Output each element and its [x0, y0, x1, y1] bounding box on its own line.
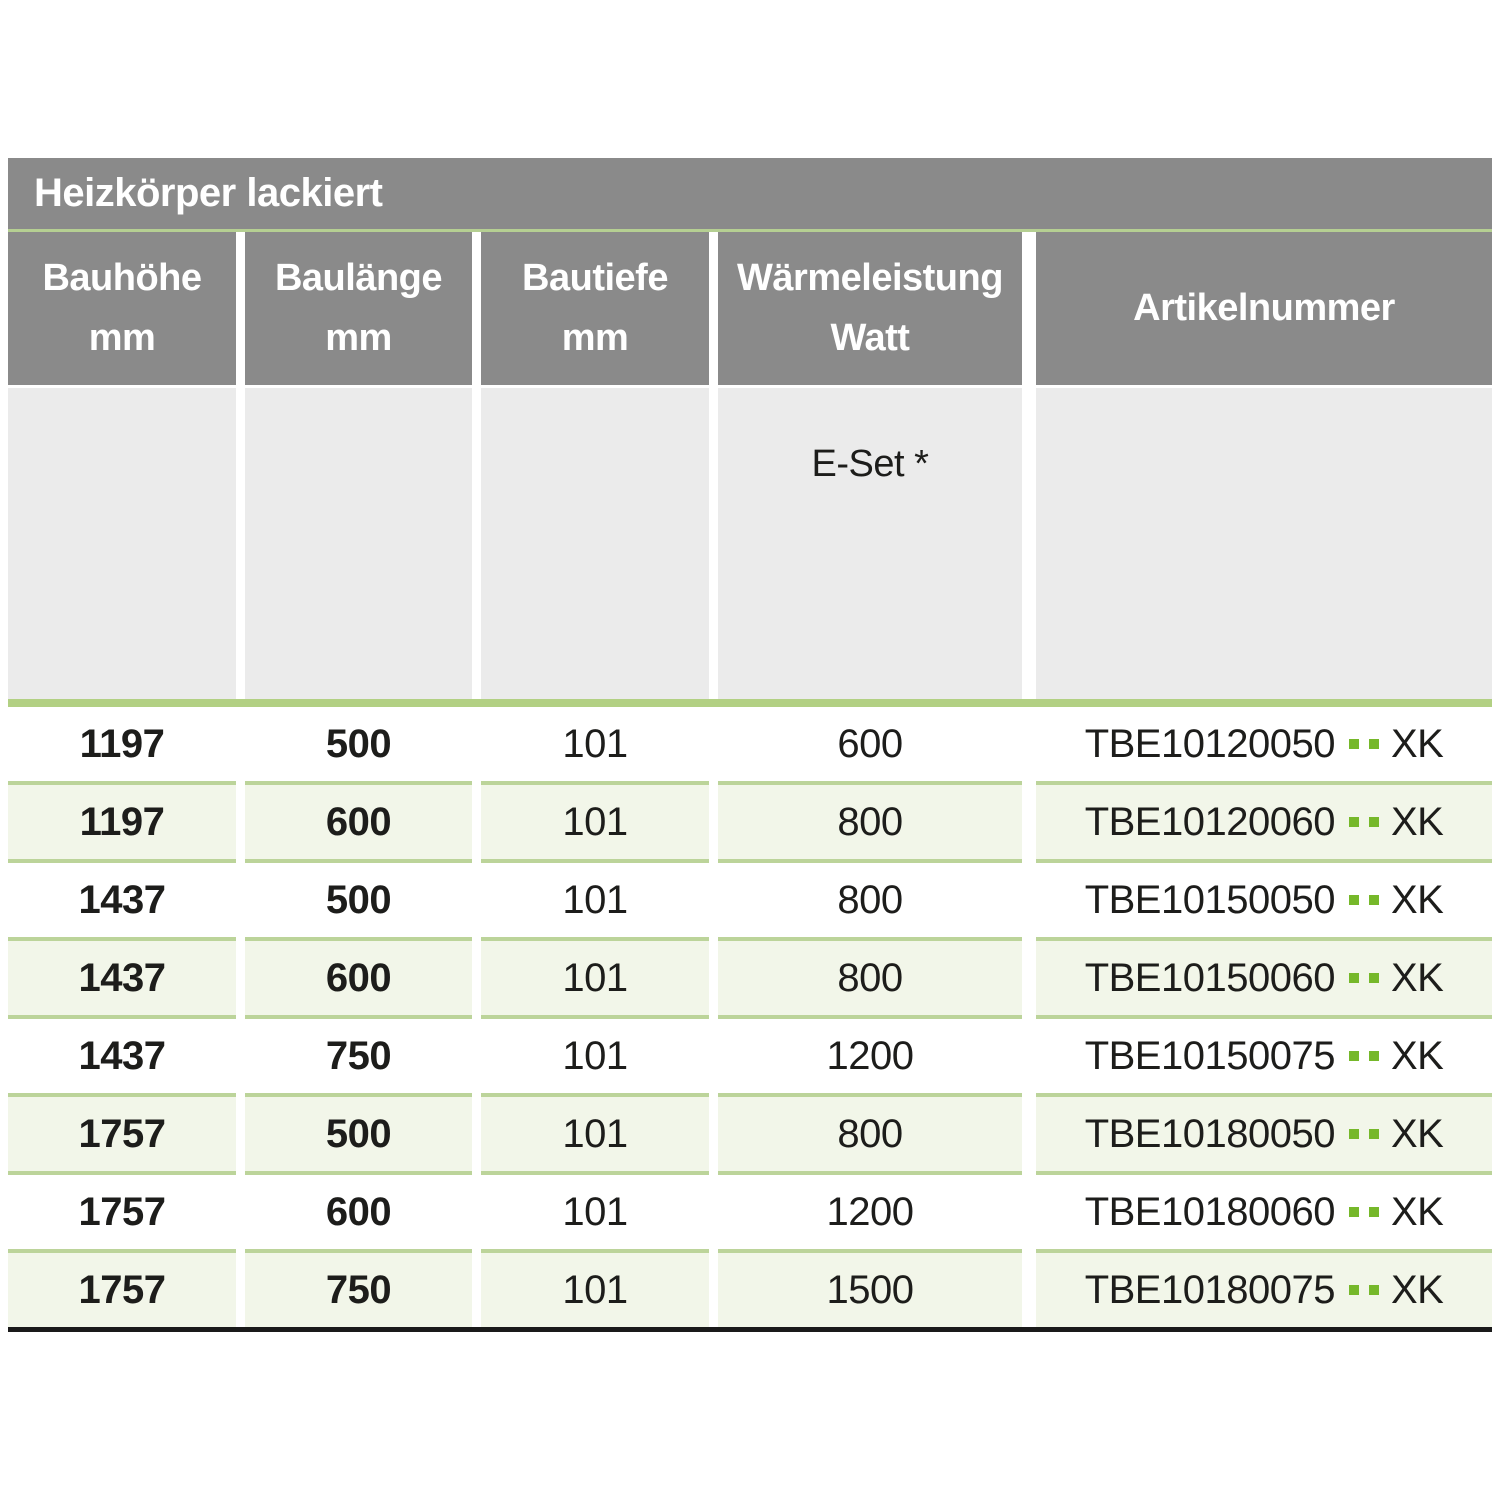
watt-value: 1200	[826, 1033, 914, 1078]
artikel-placeholder-dot-icon	[1349, 895, 1359, 905]
baulaenge-value: 600	[325, 1189, 392, 1234]
artikelnummer-suffix: XK	[1390, 955, 1444, 1000]
cell-waermeleistung	[718, 781, 1022, 859]
bautiefe-value: 101	[562, 1111, 628, 1156]
column-header-bautiefe	[481, 232, 709, 385]
column-header-waermeleistung	[718, 232, 1022, 385]
cell-artikelnummer	[1036, 1093, 1492, 1171]
column-header-artikelnummer	[1036, 232, 1492, 385]
subheader-row	[8, 388, 1492, 699]
artikel-placeholder-dot-icon	[1349, 1285, 1359, 1295]
watt-value: 800	[837, 1111, 903, 1156]
cell-bauhoehe	[8, 859, 236, 937]
subheader-cell-eset	[718, 388, 1022, 699]
bauhoehe-value: 1437	[78, 877, 166, 922]
table-row	[8, 707, 1492, 781]
artikelnummer-prefix: TBE10120060	[1084, 799, 1335, 844]
artikel-placeholder-dot-icon	[1369, 973, 1379, 983]
cell-waermeleistung	[718, 859, 1022, 937]
column-header-label: Bautiefe	[522, 256, 668, 299]
cell-artikelnummer	[1036, 1015, 1492, 1093]
cell-bautiefe	[481, 1015, 709, 1093]
table-bottom-border	[8, 1327, 1492, 1332]
cell-bauhoehe	[8, 1171, 236, 1249]
bauhoehe-value: 1437	[78, 955, 166, 1000]
cell-bauhoehe	[8, 1093, 236, 1171]
bautiefe-value: 101	[562, 1033, 628, 1078]
table-row	[8, 1093, 1492, 1171]
cell-bautiefe	[481, 859, 709, 937]
watt-value: 800	[837, 955, 903, 1000]
cell-baulaenge	[245, 859, 472, 937]
cell-artikelnummer	[1036, 859, 1492, 937]
watt-value: 800	[837, 799, 903, 844]
subheader-cell-bauhoehe	[8, 388, 236, 699]
watt-value: 600	[837, 721, 903, 766]
cell-bautiefe	[481, 1249, 709, 1327]
bauhoehe-value: 1757	[78, 1111, 166, 1156]
artikelnummer-prefix: TBE10180060	[1084, 1189, 1335, 1234]
artikelnummer-prefix: TBE10120050	[1084, 721, 1335, 766]
bautiefe-value: 101	[562, 799, 628, 844]
artikel-placeholder-dot-icon	[1369, 1051, 1379, 1061]
artikel-placeholder-dot-icon	[1369, 817, 1379, 827]
column-header-unit: mm	[88, 316, 156, 359]
cell-bautiefe	[481, 937, 709, 1015]
column-header-label: Baulänge	[274, 256, 443, 299]
cell-bautiefe	[481, 1171, 709, 1249]
bauhoehe-value: 1437	[78, 1033, 166, 1078]
bautiefe-value: 101	[562, 721, 628, 766]
cell-baulaenge	[245, 1249, 472, 1327]
bauhoehe-value: 1197	[79, 721, 165, 766]
table-row	[8, 1249, 1492, 1327]
column-header-unit: Watt	[830, 316, 910, 359]
cell-bautiefe	[481, 707, 709, 781]
artikel-placeholder-dot-icon	[1349, 1207, 1359, 1217]
cell-baulaenge	[245, 1171, 472, 1249]
table-row	[8, 1171, 1492, 1249]
watt-value: 1200	[826, 1189, 914, 1234]
table-row	[8, 781, 1492, 859]
cell-waermeleistung	[718, 937, 1022, 1015]
bauhoehe-value: 1757	[78, 1267, 166, 1312]
cell-baulaenge	[245, 707, 472, 781]
artikelnummer-suffix: XK	[1390, 721, 1444, 766]
baulaenge-value: 500	[325, 1111, 392, 1156]
header-row	[8, 232, 1492, 385]
artikelnummer-prefix: TBE10180050	[1084, 1111, 1335, 1156]
cell-bauhoehe	[8, 707, 236, 781]
watt-value: 800	[837, 877, 903, 922]
column-header-label: Artikelnummer	[1133, 286, 1395, 329]
artikelnummer-suffix: XK	[1390, 1111, 1444, 1156]
table-row	[8, 859, 1492, 937]
column-header-unit: mm	[561, 316, 629, 359]
baulaenge-value: 600	[325, 955, 392, 1000]
artikel-placeholder-dot-icon	[1369, 1129, 1379, 1139]
cell-artikelnummer	[1036, 781, 1492, 859]
baulaenge-value: 500	[325, 877, 392, 922]
cell-bauhoehe	[8, 1249, 236, 1327]
column-header-label: Bauhöhe	[42, 256, 202, 299]
artikelnummer-suffix: XK	[1390, 1033, 1444, 1078]
cell-waermeleistung	[718, 1171, 1022, 1249]
cell-baulaenge	[245, 1093, 472, 1171]
cell-waermeleistung	[718, 1015, 1022, 1093]
bauhoehe-value: 1197	[79, 799, 165, 844]
cell-waermeleistung	[718, 707, 1022, 781]
bautiefe-value: 101	[562, 877, 628, 922]
green-band-divider	[8, 699, 1492, 707]
table-title: Heizkörper lackiert	[34, 171, 383, 215]
cell-bautiefe	[481, 1093, 709, 1171]
artikel-placeholder-dot-icon	[1349, 739, 1359, 749]
cell-waermeleistung	[718, 1093, 1022, 1171]
artikelnummer-suffix: XK	[1390, 1189, 1444, 1234]
baulaenge-value: 750	[325, 1033, 392, 1078]
artikel-placeholder-dot-icon	[1369, 1207, 1379, 1217]
column-header-unit: mm	[325, 316, 392, 359]
cell-bautiefe	[481, 781, 709, 859]
artikel-placeholder-dot-icon	[1349, 973, 1359, 983]
artikelnummer-suffix: XK	[1390, 1267, 1444, 1312]
baulaenge-value: 750	[325, 1267, 392, 1312]
table-title-bar	[8, 158, 1492, 229]
artikelnummer-suffix: XK	[1390, 877, 1444, 922]
cell-artikelnummer	[1036, 1249, 1492, 1327]
bautiefe-value: 101	[562, 1267, 628, 1312]
cell-bauhoehe	[8, 1015, 236, 1093]
artikel-placeholder-dot-icon	[1349, 817, 1359, 827]
artikel-placeholder-dot-icon	[1369, 739, 1379, 749]
table-row	[8, 1015, 1492, 1093]
watt-value: 1500	[826, 1267, 914, 1312]
bauhoehe-value: 1757	[78, 1189, 166, 1234]
table-row	[8, 937, 1492, 1015]
artikelnummer-prefix: TBE10150050	[1084, 877, 1335, 922]
baulaenge-value: 600	[325, 799, 392, 844]
cell-artikelnummer	[1036, 707, 1492, 781]
artikel-placeholder-dot-icon	[1349, 1129, 1359, 1139]
subheader-cell-baulaenge	[245, 388, 472, 699]
eset-label: E-Set *	[811, 443, 929, 485]
column-header-bauhoehe	[8, 232, 236, 385]
artikelnummer-prefix: TBE10150060	[1084, 955, 1335, 1000]
artikelnummer-prefix: TBE10180075	[1084, 1267, 1335, 1312]
cell-baulaenge	[245, 1015, 472, 1093]
subheader-cell-bautiefe	[481, 388, 709, 699]
column-header-label: Wärmeleistung	[737, 256, 1003, 299]
cell-baulaenge	[245, 781, 472, 859]
column-header-baulaenge	[245, 232, 472, 385]
artikelnummer-prefix: TBE10150075	[1084, 1033, 1335, 1078]
bautiefe-value: 101	[562, 955, 628, 1000]
artikel-placeholder-dot-icon	[1369, 1285, 1379, 1295]
product-table	[8, 158, 1492, 1332]
cell-artikelnummer	[1036, 1171, 1492, 1249]
subheader-cell-artikelnummer	[1036, 388, 1492, 699]
cell-waermeleistung	[718, 1249, 1022, 1327]
artikel-placeholder-dot-icon	[1349, 1051, 1359, 1061]
cell-bauhoehe	[8, 937, 236, 1015]
bautiefe-value: 101	[562, 1189, 628, 1234]
cell-baulaenge	[245, 937, 472, 1015]
cell-artikelnummer	[1036, 937, 1492, 1015]
artikelnummer-suffix: XK	[1390, 799, 1444, 844]
baulaenge-value: 500	[325, 721, 392, 766]
artikel-placeholder-dot-icon	[1369, 895, 1379, 905]
cell-bauhoehe	[8, 781, 236, 859]
table-body	[8, 707, 1492, 1327]
